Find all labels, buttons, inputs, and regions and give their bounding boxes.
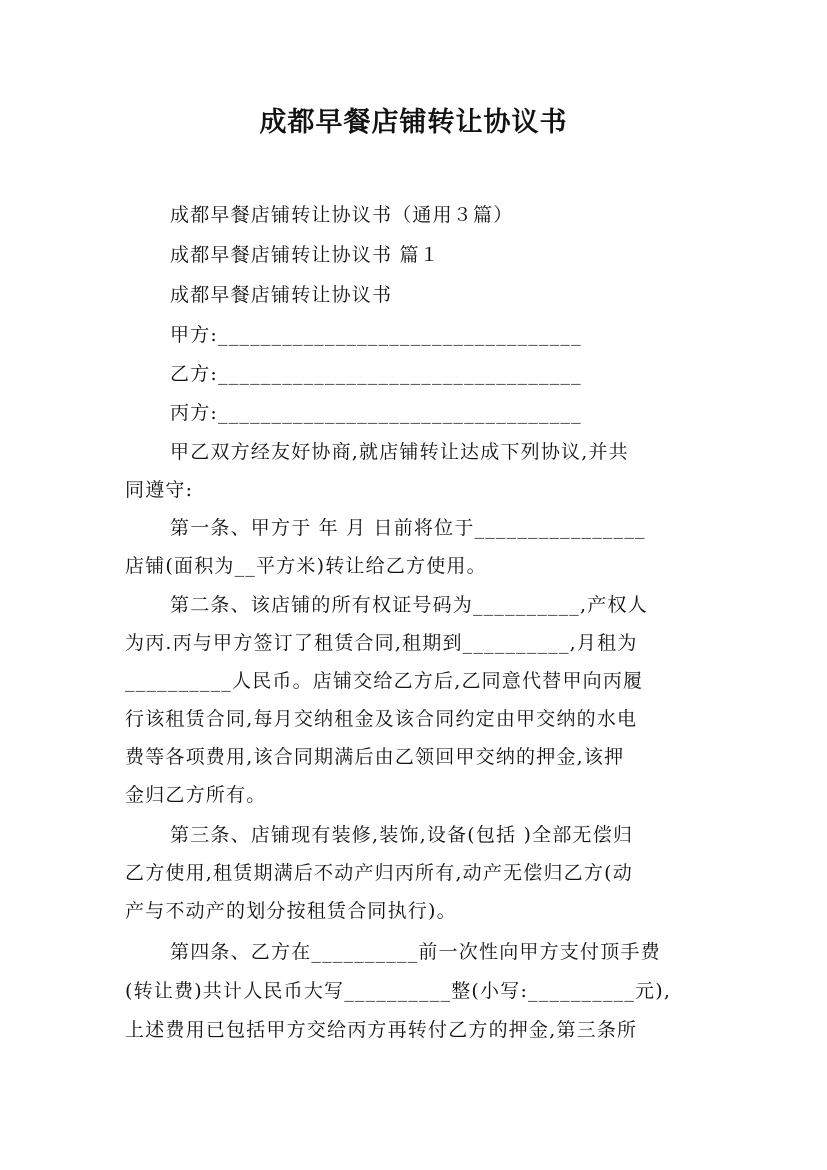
paragraph-line: 第一条、甲方于 年 月 日前将位于________________ [170, 517, 646, 539]
paragraph-line: 同遵守: [125, 479, 194, 501]
paragraph-line: 甲乙双方经友好协商,就店铺转让达成下列协议,并共 [170, 441, 629, 463]
party-a-line: 甲方:__________________________________ [170, 324, 582, 346]
paragraph-line: (转让费)共计人民币大写__________整(小写:__________元), [125, 980, 672, 1002]
party-b-line: 乙方:__________________________________ [170, 363, 582, 385]
paragraph-line: __________人民币。店铺交给乙方后,乙同意代替甲向丙履 [125, 670, 644, 692]
paragraph-line: 第四条、乙方在__________前一次性向甲方支付顶手费 [170, 941, 661, 963]
paragraph-line: 产与不动产的划分按租赁合同执行)。 [125, 900, 457, 922]
paragraph-line: 金归乙方所有。 [125, 784, 267, 806]
paragraph-line: 行该租赁合同,每月交纳租金及该合同约定由甲交纳的水电 [125, 708, 638, 730]
document-title: 成都早餐店铺转让协议书 [259, 107, 568, 138]
doc-subtitle: 成都早餐店铺转让协议书（通用３篇） [170, 204, 514, 226]
paragraph-line: 乙方使用,租赁期满后不动产归丙所有,动产无偿归乙方(动 [125, 862, 633, 884]
paragraph-line: 第二条、该店铺的所有权证号码为__________,产权人 [170, 594, 648, 616]
paragraph-line: 上述费用已包括甲方交给丙方再转付乙方的押金,第三条所 [125, 1019, 638, 1041]
paragraph-line: 为丙.丙与甲方签订了租赁合同,租期到__________,月租为 [125, 632, 638, 654]
party-c-line: 丙方:__________________________________ [170, 402, 582, 424]
chapter-heading: 成都早餐店铺转让协议书 篇１ [170, 244, 440, 266]
paragraph-line: 第三条、店铺现有装修,装饰,设备(包括 )全部无偿归 [170, 824, 634, 846]
paragraph-line: 费等各项费用,该合同期满后由乙领回甲交纳的押金,该押 [125, 746, 625, 768]
paragraph-line: 店铺(面积为__平方米)转让给乙方使用。 [125, 555, 487, 577]
agreement-heading: 成都早餐店铺转让协议书 [170, 284, 393, 306]
